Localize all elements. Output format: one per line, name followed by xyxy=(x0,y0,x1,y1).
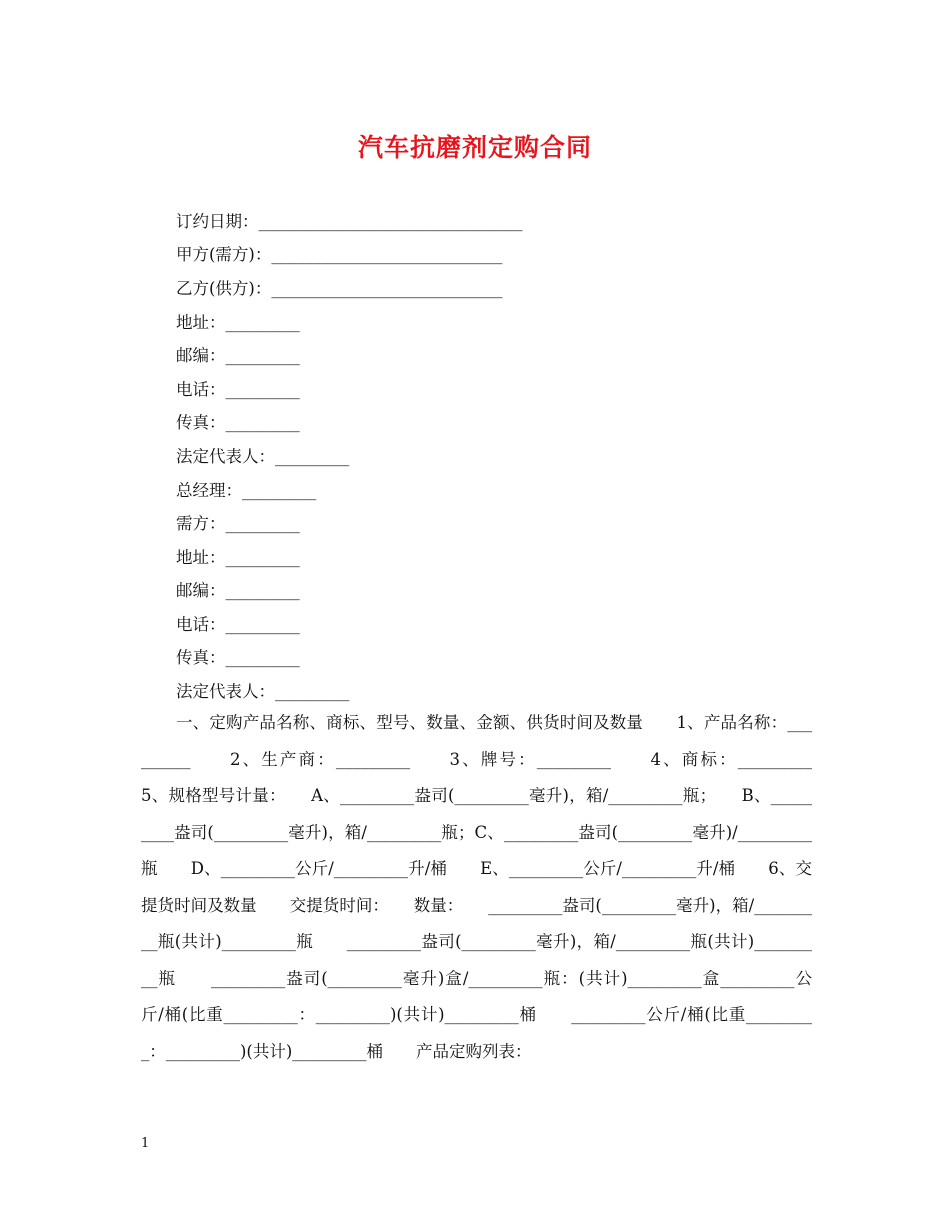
field-buyer-phone: 电话：_________ xyxy=(176,615,300,634)
field-party-b: 乙方(供方)：____________________________ xyxy=(176,279,503,298)
field-postcode: 邮编：_________ xyxy=(176,346,300,365)
field-sign-date: 订约日期：________________________________ xyxy=(176,212,523,231)
field-party-a: 甲方(需方)：____________________________ xyxy=(176,245,503,264)
body-paragraph: 一、定购产品名称、商标、型号、数量、金额、供货时间及数量 1、产品名称：_________ 2、生产商：_________ 3、牌号：_________ 4、商标：_________ 5、规格型号计量： A、_________盎司(_________毫升)，箱/_________瓶； B、_________盎司(_________毫升)，箱/_________瓶；C、_________盎司(_________毫升)/_________瓶 D、_________公斤/_________升/桶 E、_________公斤/_________升/桶 6、交提货时间及数量 交提货时间： 数量： _________盎司(_________毫升)，箱/_________瓶(共计)_________瓶 _________盎司(_________毫升)，箱/_________瓶(共计)_________瓶 _________盎司(_________毫升)盒/_________瓶：(共计)_________盒_________公斤/桶(比重_________：_________)(共计)_________桶 _________公斤/桶(比重_________：_________)(共计)_________桶 产品定购列表： xyxy=(141,713,845,1061)
field-buyer: 需方：_________ xyxy=(176,514,300,533)
field-buyer-postcode: 邮编：_________ xyxy=(176,581,300,600)
field-fax: 传真：_________ xyxy=(176,413,300,432)
field-address: 地址：_________ xyxy=(176,313,300,332)
field-legal-rep: 法定代表人：_________ xyxy=(176,447,350,466)
page-number: 1 xyxy=(141,1136,150,1151)
document-title: 汽车抗磨剂定购合同 xyxy=(357,133,592,162)
field-buyer-legal-rep: 法定代表人：_________ xyxy=(176,682,350,701)
field-general-manager: 总经理：_________ xyxy=(176,481,317,500)
field-buyer-address: 地址：_________ xyxy=(176,548,300,567)
field-buyer-fax: 传真：_________ xyxy=(176,648,300,667)
field-phone: 电话：_________ xyxy=(176,380,300,399)
